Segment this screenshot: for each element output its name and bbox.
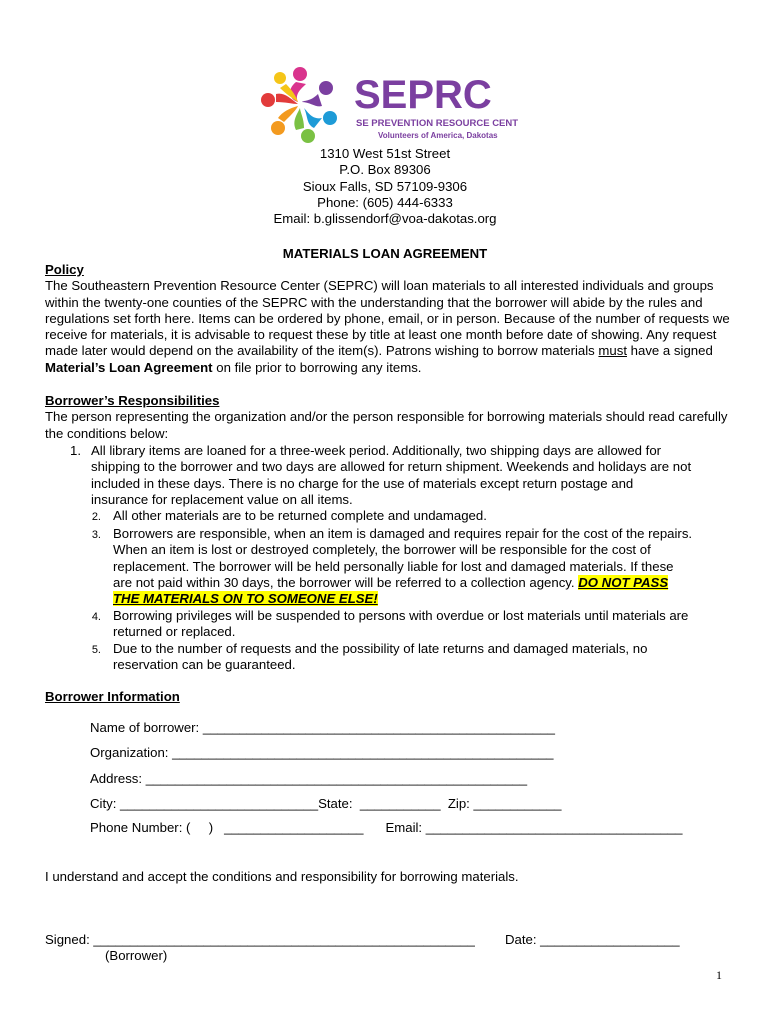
city-state-zip-field[interactable]: City: ___________________________State: ___________ Zip: ____________ [90,796,562,811]
borrower-role-label: (Borrower) [105,948,168,963]
document-page: SEPRC SE PREVENTION RESOURCE CENTER Volunteers of America, Dakotas 1310 West 51st Street P.O. Box 89306 Sioux Falls, SD 57109-9306 Phone: (605) 444-6333 Email: b.glissendorf@voa-dakotas.org MATERIALS LOAN AGREEMENT Policy The Southeastern Prevention Resource Center (SEPRC) will loan materials to all interested individuals and groups within the twenty-one counties of the SEPRC with the understanding that the borrower will abide by the rules and regulations set forth here. Items can be ordered by phone, email, or in person. Because of the number of requests we receive for materials, it is advisable to request these by title at least one month before date of showing. Any request made later would depend on the availability of the item(s). Patrons wishing to borrow materials must have a signed Material’s Loan Agreement on file prior to borrowing any items. Borrower’s Responsibilities The person representing the organization and/or the person responsible for borrowing materials should read carefully the conditions below: 1. All library items are loaned for a three-week period. Additionally, two shipping days are allowed for shipping to the borrower and two days are allowed for return shipment. Weekends and holidays are not included in these days. There is no charge for the use of materials except return postage and insurance for replacement value on all items. 2. All other materials are to be returned complete and undamaged. 3. Borrowers are responsible, when an item is damaged and requires repair for the cost of the repairs. When an item is lost or destroyed completely, the borrower will be responsible for the cost of replacement. The borrower will be held personally liable for lost and damaged materials. If these are not paid within 30 days, the borrower will be referred to a collection agency. DO NOT PASS THE MATERIALS ON TO SOMEONE ELSE! 4. Borrowing privileges will be suspended to persons with overdue or lost materials until materials are returned or replaced. 5. Due to the number of requests and the possibility of late returns and damaged materials, no reservation can be guaranteed. Borrower Information Name of borrower: ________________________________________________ Organization: ____________________________________________________ Address: ____________________________________________________ City: ___________________________State: ___________ Zip: ____________ Phone Number: ( ) ___________________ Email: ___________________________________ I understand and accept the conditions and responsibility for borrowing materials. Signed: ____________________________________________________ Date: ___________________ (Borrower) 1 [0,0,770,1024]
borrower-info-section [45,689,735,705]
responsibilities-intro: The person representing the organization and/or the person responsible for borrowing materials should read carefully the conditions below: [45,409,728,441]
svg-text:SE PREVENTION RESOURCE CENTER: SE PREVENTION RESOURCE CENTER [356,118,518,129]
borrower-name-field[interactable]: Name of borrower: ________________________________________________ [90,720,555,735]
address-field[interactable]: Address: ____________________________________________________ [90,771,528,786]
signature-field[interactable]: Signed: ____________________________________________________ [45,932,475,947]
acknowledgement-text: I understand and accept the conditions and responsibility for borrowing materials. [45,869,519,884]
phone-email-field[interactable]: Phone Number: ( ) ___________________ Email: ___________________________________ [90,820,683,835]
po-box: P.O. Box 89306 [339,162,431,178]
document-title: MATERIALS LOAN AGREEMENT [282,246,488,261]
date-field[interactable]: Date: ___________________ [505,932,680,947]
seprc-logo [258,60,518,146]
policy-section [45,262,735,376]
page-number: 1 [716,968,722,982]
borrower-info-heading: Borrower Information [45,689,180,704]
highlight-warning: DO NOT PASS [578,574,669,590]
policy-text: The Southeastern Prevention Resource Center (SEPRC) will loan materials to all interested individuals and groups within the twenty-one counties of the SEPRC with the understanding that the borrower will abide by the rules and regulations set forth here. Items can be ordered by phone, email, or in person. Because of the number of requests we receive for materials, it is advisable to request these by title at least one month before date of showing. Any request made later would depend on the availability of the item(s). Patrons wishing to borrow materials must have a signed Material’s Loan Agreement on file prior to borrowing any items. [45,278,730,375]
phone: Phone: (605) 444-6333 [317,194,453,210]
address-block [0,146,770,227]
highlight-warning: THE MATERIALS ON TO SOMEONE ELSE! [113,591,378,607]
responsibilities-heading: Borrower’s Responsibilities [45,393,220,408]
city-state-zip: Sioux Falls, SD 57109-9306 [302,178,468,194]
organization-field[interactable]: Organization: ____________________________________________________ [90,745,554,760]
policy-heading: Policy [45,262,84,277]
svg-text:Volunteers of America, Dakotas: Volunteers of America, Dakotas [378,131,498,140]
responsibilities-section [45,393,735,442]
street-address: 1310 West 51st Street [319,146,451,161]
email: Email: b.glissendorf@voa-dakotas.org [273,211,497,227]
svg-text:SEPRC: SEPRC [354,73,492,117]
